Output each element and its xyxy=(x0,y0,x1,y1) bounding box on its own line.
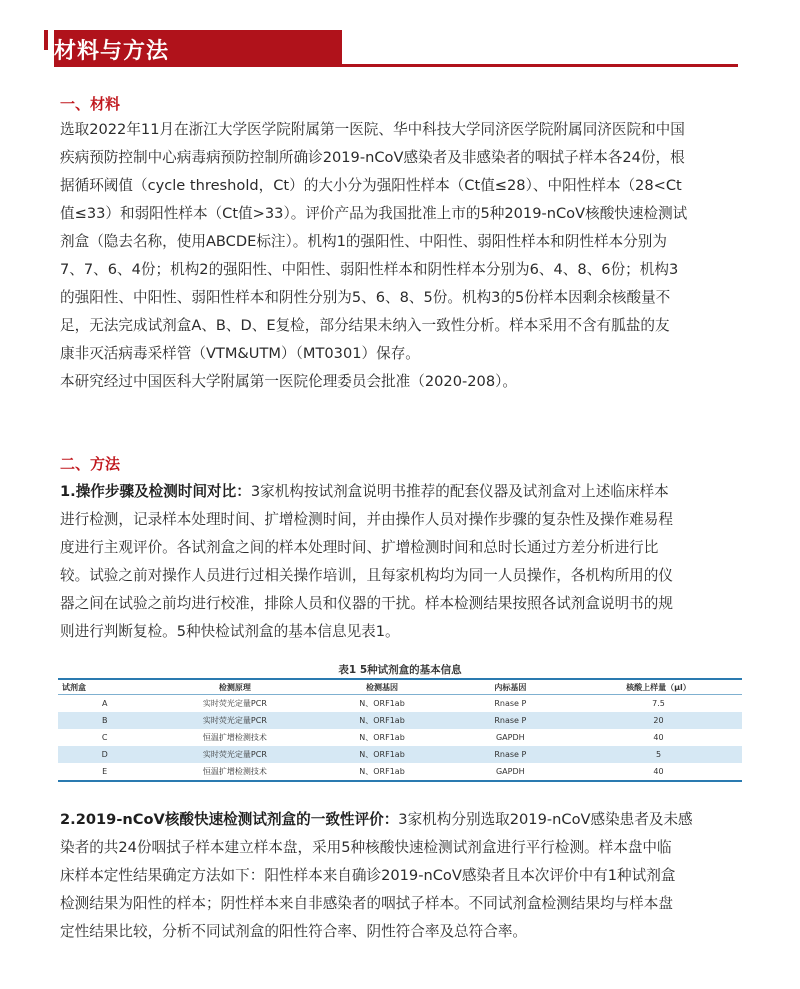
table-caption: 表1 5种试剂盒的基本信息 xyxy=(338,664,462,676)
text-line: 较。试验之前对操作人员进行过相关操作培训，且每家机构均为同一人员操作，各机构所用的仪 xyxy=(60,567,673,584)
table-cell: C xyxy=(101,733,108,742)
text-line: 7、7、6、4份；机构2的强阳性、中阳性、弱阳性样本和阴性样本分别为6、4、8、6份；机构3 xyxy=(60,261,679,278)
table-header-cell: 核酸上样量（μl） xyxy=(575,679,742,695)
table-row xyxy=(58,763,742,781)
text-line: 床样本定性结果确定方法如下：阳性样本来自确诊2019-nCoV感染者且本次评价中有1种试剂盒 xyxy=(60,867,676,884)
text-line xyxy=(60,478,750,506)
table-header-cell: 检测原理 xyxy=(151,679,318,695)
table-row xyxy=(58,729,742,746)
table-cell: 7.5 xyxy=(652,699,665,708)
methods-heading: 二、方法 xyxy=(60,455,121,473)
text-line: 器之间在试验之前均进行校准，排除人员和仪器的干扰。样本检测结果按照各试剂盒说明书的规 xyxy=(60,595,673,612)
table-cell: B xyxy=(58,712,151,729)
table-row xyxy=(58,746,742,763)
text-line: 本研究经过中国医科大学附属第一医院伦理委员会批准（2020-208）。 xyxy=(60,373,517,390)
methods-paragraph-2 xyxy=(60,806,750,946)
table-cell: GAPDH xyxy=(495,733,525,742)
table-cell: A xyxy=(101,699,108,708)
table-row xyxy=(58,695,742,713)
table-1 xyxy=(58,662,742,782)
table-cell: N、ORF1ab xyxy=(318,746,445,763)
text-line-rest: 3家机构分别选取2019-nCoV感染患者及未感 xyxy=(398,811,693,828)
table-header-cell: 检测基因 xyxy=(318,679,445,695)
materials-paragraph xyxy=(60,116,750,396)
text-line-rest: 3家机构按试剂盒说明书推荐的配套仪器及试剂盒对上述临床样本 xyxy=(250,483,669,500)
text-line: 染者的共24份咽拭子样本建立样本盘，采用5种核酸快速检测试剂盒进行平行检测。样本盘中临 xyxy=(60,839,672,856)
text-line: 据循环阈值（cycle threshold，Ct）的大小分为强阳性样本（Ct值≤28）、中阳性样本（28<Ct xyxy=(60,177,682,194)
text-line: 值≤33）和弱阳性样本（Ct值>33）。评价产品为我国批准上市的5种2019-nCoV核酸快速检测试 xyxy=(60,205,688,222)
table-cell: Rnase P xyxy=(446,746,575,763)
text-line: 剂盒（隐去名称，使用ABCDE标注）。机构1的强阳性、中阳性、弱阳性样本和阴性样本分别为 xyxy=(60,233,667,250)
table-header-cell: 试剂盒 xyxy=(58,679,151,695)
paragraph-lead: 2.2019-nCoV核酸快速检测试剂盒的一致性评价： xyxy=(60,811,399,828)
table-cell: 20 xyxy=(575,712,742,729)
table-cell: 5 xyxy=(575,746,742,763)
methods-paragraph-1 xyxy=(60,478,750,646)
text-line: 度进行主观评价。各试剂盒之间的样本处理时间、扩增检测时间和总时长通过方差分析进行比 xyxy=(60,539,659,556)
section-header xyxy=(44,30,738,70)
text-line: 疾病预防控制中心病毒病预防控制所确诊2019-nCoV感染者及非感染者的咽拭子样本各24份，根 xyxy=(60,149,685,166)
kit-info-table xyxy=(58,678,742,782)
materials-heading: 一、材料 xyxy=(60,95,121,113)
table-cell: N、ORF1ab xyxy=(318,712,445,729)
table-cell: D xyxy=(58,746,151,763)
text-line: 进行检测，记录样本处理时间、扩增检测时间，并由操作人员对操作步骤的复杂性及操作难易程 xyxy=(60,511,673,528)
text-line: 则进行判断复检。5种快检试剂盒的基本信息见表1。 xyxy=(60,623,400,640)
table-cell: N、ORF1ab xyxy=(318,763,445,781)
table-row xyxy=(58,712,742,729)
table-cell: 40 xyxy=(653,733,664,742)
table-cell: 恒温扩增检测技术 xyxy=(202,733,267,742)
text-line: 足，无法完成试剂盒A、B、D、E复检，部分结果未纳入一致性分析。样本采用不含有胍盐的友 xyxy=(60,317,670,334)
text-line: 选取2022年11月在浙江大学医学院附属第一医院、华中科技大学同济医学院附属同济医院和中国 xyxy=(60,121,685,138)
paragraph-lead: 1.操作步骤及检测时间对比： xyxy=(60,483,251,500)
table-cell: 实时荧光定量PCR xyxy=(151,712,318,729)
text-line: 康非灭活病毒采样管（VTM&UTM）（MT0301）保存。 xyxy=(60,345,420,362)
table-cell: 恒温扩增检测技术 xyxy=(151,763,318,781)
text-line: 定性结果比较，分析不同试剂盒的阳性符合率、阴性符合率及总符合率。 xyxy=(60,923,528,940)
table-cell: 实时荧光定量PCR xyxy=(202,699,267,708)
table-cell: E xyxy=(58,763,151,781)
header-accent-bar xyxy=(44,30,48,50)
table-cell: N、ORF1ab xyxy=(359,699,405,708)
table-cell: Rnase P xyxy=(494,699,527,708)
table-cell: N、ORF1ab xyxy=(359,733,405,742)
header-underline xyxy=(54,64,738,67)
header-title: 材料与方法 xyxy=(54,39,170,64)
table-header-cell: 内标基因 xyxy=(446,679,575,695)
table-cell: 实时荧光定量PCR xyxy=(151,746,318,763)
table-cell: GAPDH xyxy=(446,763,575,781)
text-line xyxy=(60,806,750,834)
table-header-row xyxy=(58,679,742,695)
table-cell: 40 xyxy=(575,763,742,781)
table-cell: Rnase P xyxy=(446,712,575,729)
text-line: 检测结果为阳性的样本；阴性样本来自非感染者的咽拭子样本。不同试剂盒检测结果均与样本盘 xyxy=(60,895,673,912)
text-line: 的强阳性、中阳性、弱阳性样本和阴性分别为5、6、8、5份。机构3的5份样本因剩余核酸量不 xyxy=(60,289,671,306)
